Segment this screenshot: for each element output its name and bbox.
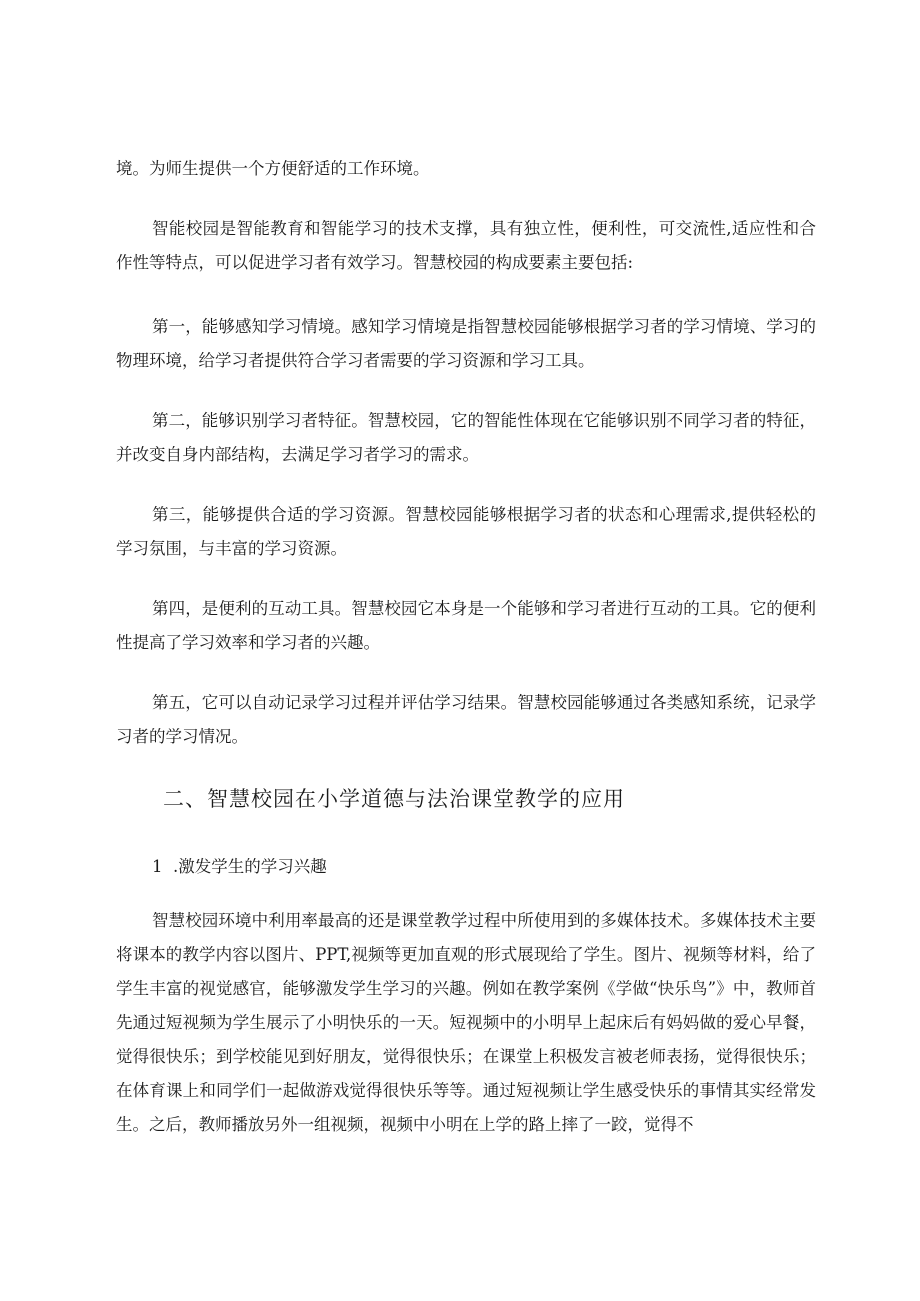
paragraph-continuation: 境。为师生提供一个方便舒适的工作环境。 <box>116 159 430 178</box>
paragraph-first: 第一，能够感知学习情境。感知学习情境是指智慧校园能够根据学习者的学习情境、学习的物理环境，给学习者提供符合学习者需要的学习资源和学习工具。 <box>116 317 816 370</box>
section-heading: 二、智慧校园在小学道德与法治课堂教学的应用 <box>163 787 625 811</box>
paragraph-second: 第二，能够识别学习者特征。智慧校园，它的智能性体现在它能够识别不同学习者的特征，并改变自身内部结构，去满足学习者学习的需求。 <box>116 411 816 464</box>
paragraph-third: 第三，能够提供合适的学习资源。智慧校园能够根据学习者的状态和心理需求,提供轻松的学习氛围，与丰富的学习资源。 <box>116 505 816 558</box>
paragraph-fourth: 第四，是便利的互动工具。智慧校园它本身是一个能够和学习者进行互动的工具。它的便利性提高了学习效率和学习者的兴趣。 <box>116 599 816 652</box>
body-paragraph: 智慧校园环境中利用率最高的还是课堂教学过程中所使用到的多媒体技术。多媒体技术主要将课本的教学内容以图片、PPT,视频等更加直观的形式展现给了学生。图片、视频等材料，给了学生丰富的视觉感官，能够激发学生学习的兴趣。例如在教学案例《学做“快乐鸟”》中，教师首先通过短视频为学生展示了小明快乐的一天。短视频中的小明早上起床后有妈妈做的爱心早餐，觉得很快乐；到学校能见到好朋友，觉得很快乐；在课堂上积极发言被老师表扬，觉得很快乐；在体育课上和同学们一起做游戏觉得很快乐等等。通过短视频让学生感受快乐的事情其实经常发生。之后，教师播放另外一组视频，视频中小明在上学的路上摔了一跤，觉得不 <box>116 911 816 1134</box>
paragraph-fifth: 第五，它可以自动记录学习过程并评估学习结果。智慧校园能够通过各类感知系统，记录学习者的学习情况。 <box>116 693 816 746</box>
subsection-heading: 1 .激发学生的学习兴趣 <box>152 857 327 876</box>
paragraph-intro: 智能校园是智能教育和智能学习的技术支撑，具有独立性，便利性，可交流性,适应性和合作性等特点，可以促进学习者有效学习。智慧校园的构成要素主要包括: <box>116 219 816 272</box>
